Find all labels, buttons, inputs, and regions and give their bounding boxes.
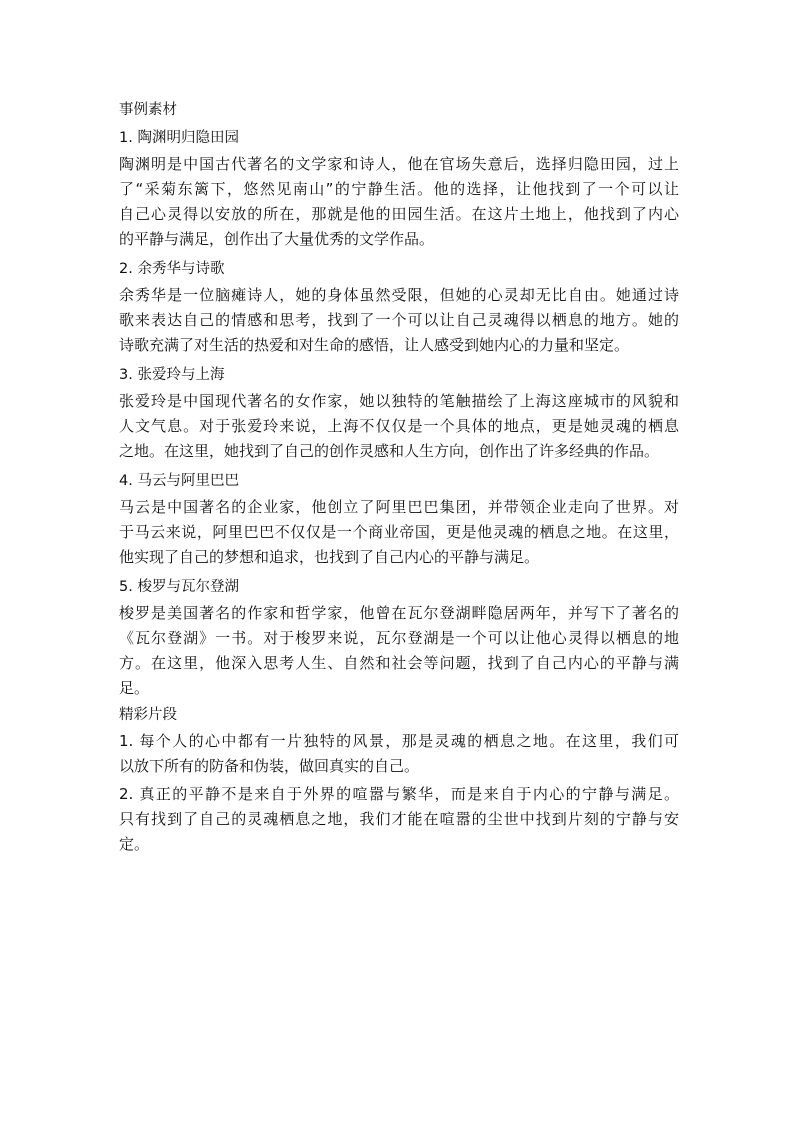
paragraph-line: 2. 真正的平静不是来自于外界的喧嚣与繁华，而是来自于内心的宁静与满足。: [119, 785, 679, 803]
paragraph-line: 诗歌充满了对生活的热爱和对生命的感悟，让人感受到她内心的力量和坚定。: [119, 336, 630, 354]
paragraph-line: 定。: [119, 835, 150, 853]
paragraph-line: 以放下所有的防备和伪装，做回真实的自己。: [119, 757, 420, 775]
paragraph-line: 了“采菊东篱下，悠然见南山”的宁静生活。他的选择，让他找到了一个可以让: [119, 180, 679, 198]
example-title-3: 3. 张爱玲与上海: [119, 367, 225, 383]
excerpt-paragraph-2: [119, 782, 679, 857]
paragraph-line: 自己心灵得以安放的所在，那就是他的田园生活。在这片土地上，他找到了内心: [119, 205, 679, 223]
example-title-1: 1. 陶渊明归隐田园: [119, 130, 239, 146]
paragraph-line: 余秀华是一位脑瘫诗人，她的身体虽然受限，但她的心灵却无比自由。她通过诗: [119, 286, 679, 304]
paragraph-line: 方。在这里，他深入思考人生、自然和社会等问题，找到了自己内心的平静与满: [119, 654, 679, 672]
paragraph-line: 《瓦尔登湖》一书。对于梭罗来说，瓦尔登湖是一个可以让他心灵得以栖息的地: [119, 629, 679, 647]
paragraph-line: 张爱玲是中国现代著名的女作家，她以独特的笔触描绘了上海这座城市的风貌和: [119, 392, 679, 410]
example-paragraph-1: [119, 152, 679, 252]
paragraph-line: 马云是中国著名的企业家，他创立了阿里巴巴集团，并带领企业走向了世界。对: [119, 498, 679, 516]
paragraph-line: 于马云来说，阿里巴巴不仅仅是一个商业帝国，更是他灵魂的栖息之地。在这里，: [119, 523, 679, 541]
document-page: [119, 96, 679, 857]
excerpt-paragraph-1: [119, 729, 679, 779]
section-heading-excerpts: 精彩片段: [119, 707, 177, 723]
example-title-2: 2. 余秀华与诗歌: [119, 261, 225, 277]
paragraph-line: 陶渊明是中国古代著名的文学家和诗人，他在官场失意后，选择归隐田园，过上: [119, 155, 679, 173]
paragraph-line: 1. 每个人的心中都有一片独特的风景，那是灵魂的栖息之地。在这里，我们可: [119, 732, 679, 750]
example-title-4: 4. 马云与阿里巴巴: [119, 473, 239, 489]
paragraph-line: 人文气息。对于张爱玲来说，上海不仅仅是一个具体的地点，更是她灵魂的栖息: [119, 417, 679, 435]
example-paragraph-3: [119, 389, 679, 464]
example-paragraph-2: [119, 283, 679, 358]
example-title-5: 5. 梭罗与瓦尔登湖: [119, 579, 239, 595]
example-paragraph-5: [119, 601, 679, 701]
paragraph-line: 只有找到了自己的灵魂栖息之地，我们才能在喧嚣的尘世中找到片刻的宁静与安: [119, 810, 679, 828]
paragraph-line: 的平静与满足，创作出了大量优秀的文学作品。: [119, 230, 435, 248]
section-heading-examples: 事例素材: [119, 102, 177, 118]
paragraph-line: 歌来表达自己的情感和思考，找到了一个可以让自己灵魂得以栖息的地方。她的: [119, 311, 679, 329]
paragraph-line: 他实现了自己的梦想和追求，也找到了自己内心的平静与满足。: [119, 548, 540, 566]
paragraph-line: 之地。在这里，她找到了自己的创作灵感和人生方向，创作出了许多经典的作品。: [119, 442, 660, 460]
paragraph-line: 足。: [119, 679, 150, 697]
paragraph-line: 梭罗是美国著名的作家和哲学家，他曾在瓦尔登湖畔隐居两年，并写下了著名的: [119, 604, 679, 622]
example-paragraph-4: [119, 495, 679, 570]
